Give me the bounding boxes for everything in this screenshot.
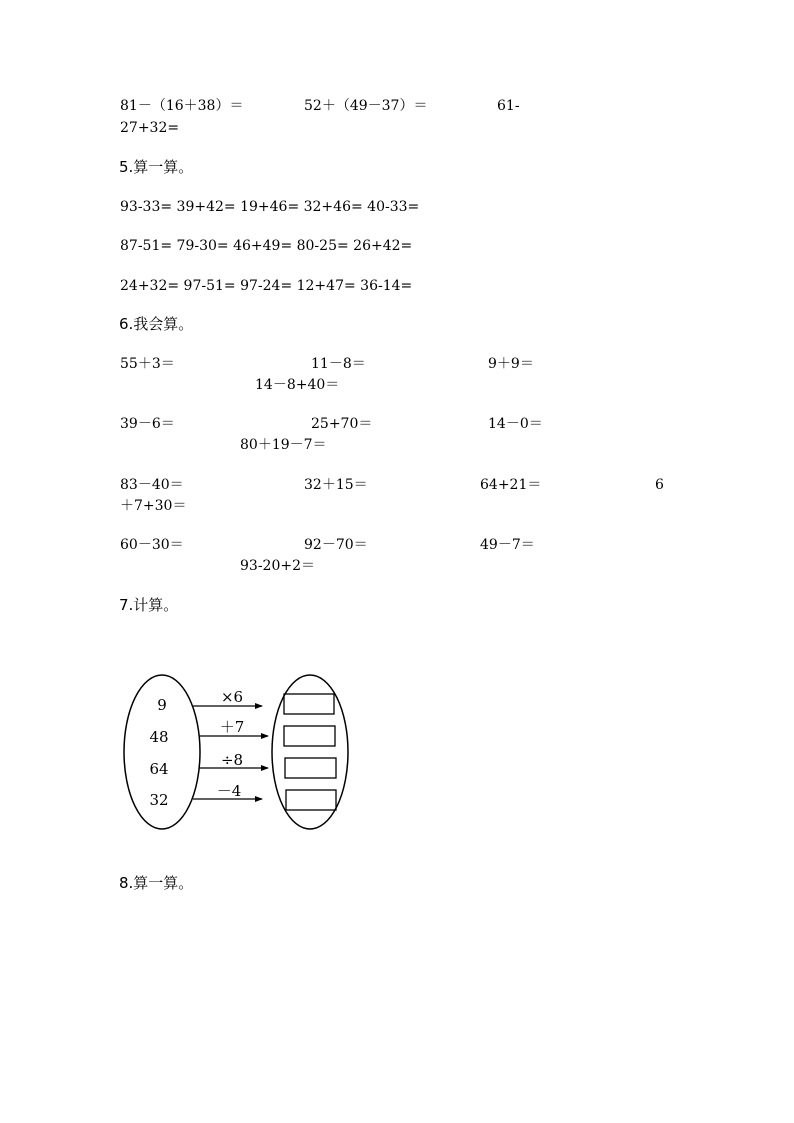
input-number-1: 9 bbox=[157, 696, 167, 714]
op-label-4: －4 bbox=[216, 782, 242, 800]
input-ellipse bbox=[124, 675, 200, 829]
s6-g2-a: 39－6＝ bbox=[120, 416, 175, 432]
s6-g2-wrap: 80＋19－7＝ bbox=[240, 437, 327, 453]
calc-row-3: 24+32= 97-51= 97-24= 12+47= 36-14= bbox=[120, 278, 413, 294]
section-8-title: 8.算一算。 bbox=[119, 874, 194, 892]
input-number-2: 48 bbox=[149, 728, 169, 746]
s6-g3-a: 83－40＝ bbox=[120, 477, 184, 493]
s6-g4-wrap: 93-20+2＝ bbox=[240, 558, 315, 574]
s6-g1-c: 9＋9＝ bbox=[488, 356, 534, 372]
s6-g1-b: 11－8＝ bbox=[311, 356, 366, 372]
section-6-title: 6.我会算。 bbox=[119, 315, 194, 333]
expr-2: 52＋（49－37）＝ bbox=[304, 98, 428, 114]
expr-3: 61- bbox=[497, 98, 520, 114]
s6-g3-c: 64+21＝ bbox=[480, 477, 542, 493]
input-number-3: 64 bbox=[149, 760, 169, 778]
answer-box-4[interactable] bbox=[286, 790, 336, 810]
answer-box-1[interactable] bbox=[284, 694, 334, 714]
answer-box-2[interactable] bbox=[284, 726, 335, 746]
s6-g3-wrap: ＋7+30＝ bbox=[120, 498, 187, 514]
s6-g3-b: 32＋15＝ bbox=[304, 477, 368, 493]
s6-g1-wrap: 14－8+40＝ bbox=[255, 377, 340, 393]
op-label-1: ×6 bbox=[220, 688, 244, 706]
s6-g4-c: 49－7＝ bbox=[480, 537, 535, 553]
calc-row-2: 87-51= 79-30= 46+49= 80-25= 26+42= bbox=[120, 238, 413, 254]
s6-g4-b: 92－70＝ bbox=[304, 537, 368, 553]
input-number-4: 32 bbox=[149, 791, 169, 809]
op-label-2: ＋7 bbox=[219, 718, 245, 736]
s6-g1-a: 55＋3＝ bbox=[120, 356, 175, 372]
expr-1: 81－（16＋38）＝ bbox=[120, 98, 244, 114]
s6-g3-d: 6 bbox=[655, 477, 664, 493]
expr-3-wrap: 27+32= bbox=[120, 120, 180, 136]
answer-box-3[interactable] bbox=[285, 758, 336, 778]
section-7-title: 7.计算。 bbox=[119, 596, 179, 614]
s6-g2-c: 14－0＝ bbox=[488, 416, 543, 432]
output-ellipse bbox=[272, 675, 348, 829]
s6-g2-b: 25+70＝ bbox=[311, 416, 373, 432]
s6-g4-a: 60－30＝ bbox=[120, 537, 184, 553]
calc-row-1: 93-33= 39+42= 19+46= 32+46= 40-33= bbox=[120, 199, 420, 215]
section-5-title: 5.算一算。 bbox=[119, 158, 194, 176]
op-label-3: ÷8 bbox=[220, 751, 244, 769]
